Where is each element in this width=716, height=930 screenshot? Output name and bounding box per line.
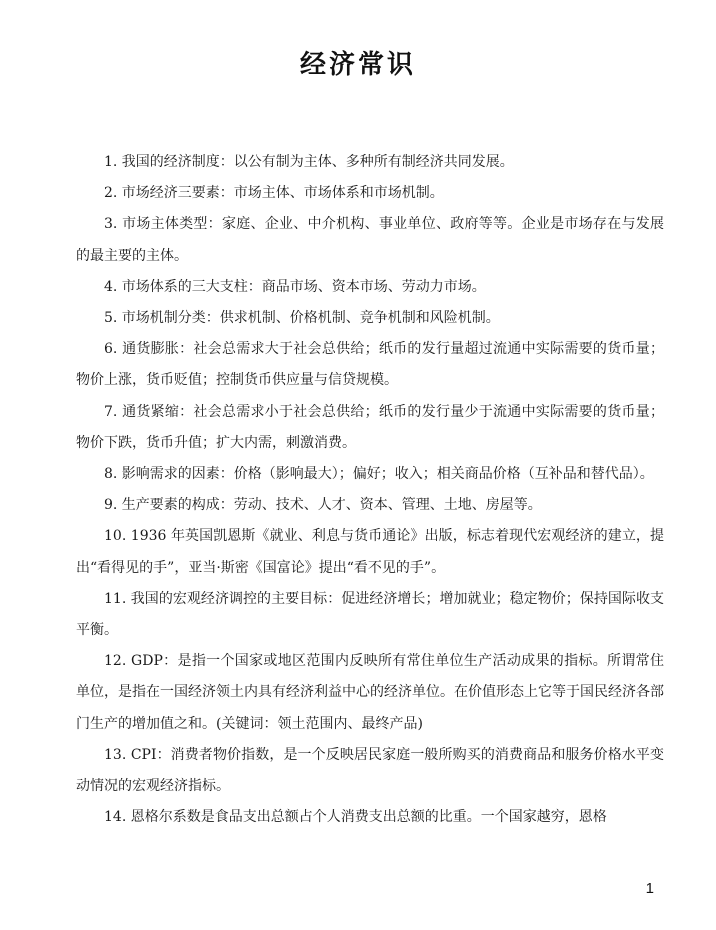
list-item: 14. 恩格尔系数是食品支出总额占个人消费支出总额的比重。一个国家越穷，恩格 [104, 809, 607, 826]
list-item: 7. 通货紧缩：社会总需求小于社会总供给；纸币的发行量少于流通中实际需要的货币量；物价下跌，货币升值；扩大内需，刺激消费。 [76, 403, 664, 451]
page-number: 1 [645, 880, 654, 897]
list-item: 5. 市场机制分类：供求机制、价格机制、竞争机制和风险机制。 [104, 310, 500, 327]
list-item: 6. 通货膨胀：社会总需求大于社会总供给；纸币的发行量超过流通中实际需要的货币量；物价上涨，货币贬值；控制货币供应量与信贷规模。 [76, 341, 664, 389]
list-item: 13. CPI：消费者物价指数，是一个反映居民家庭一般所购买的消费商品和服务价格水平变动情况的宏观经济指标。 [76, 746, 664, 795]
page-title: 经济常识 [299, 50, 416, 80]
list-item: 12. GDP：是指一个国家或地区范围内反映所有常住单位生产活动成果的指标。所谓常住单位，是指在一国经济领土内具有经济利益中心的经济单位。在价值形态上它等于国民经济各部门生产的增加值之和。(关键词：领土范围内、最终产品) [76, 653, 664, 732]
list-item: 11. 我国的宏观经济调控的主要目标：促进经济增长；增加就业；稳定物价；保持国际收支平衡。 [76, 590, 664, 639]
list-item: 9. 生产要素的构成：劳动、技术、人才、资本、管理、土地、房屋等。 [104, 497, 542, 514]
list-item: 10. 1936 年英国凯恩斯《就业、利息与货币通论》出版，标志着现代宏观经济的建立，提出“看得见的手”，亚当·斯密《国富论》提出“看不见的手”。 [76, 528, 664, 576]
document-body [76, 147, 664, 833]
list-item: 2. 市场经济三要素：市场主体、市场体系和市场机制。 [104, 185, 444, 202]
list-item: 1. 我国的经济制度：以公有制为主体、多种所有制经济共同发展。 [104, 154, 514, 170]
list-item: 3. 市场主体类型：家庭、企业、中介机构、事业单位、政府等等。企业是市场存在与发展的最主要的主体。 [76, 216, 664, 264]
list-item: 4. 市场体系的三大支柱：商品市场、资本市场、劳动力市场。 [104, 278, 486, 295]
list-item: 8. 影响需求的因素：价格（影响最大）；偏好；收入；相关商品价格（互补品和替代品）。 [104, 466, 654, 483]
